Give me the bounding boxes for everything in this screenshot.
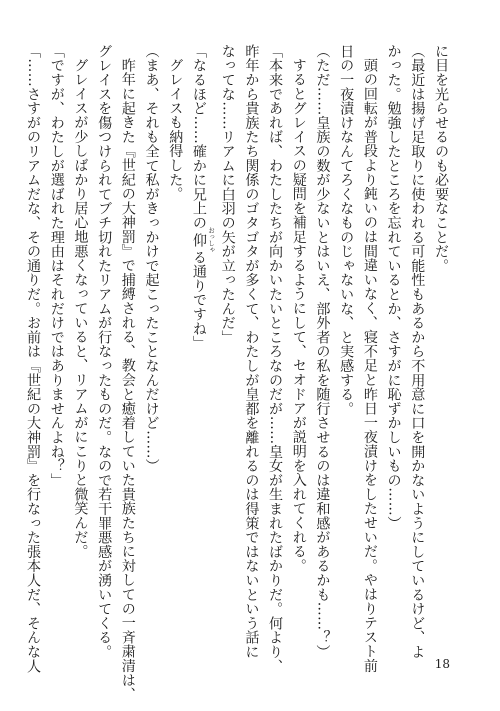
- text-line: なってな……リアムに白羽の矢が立ったんだ」: [219, 44, 236, 345]
- text-line: グレイスを傷つけられてブチ切れたリアムが行なったものだ。なので若干罪悪感が湧いてくる。: [96, 44, 113, 659]
- text-line: 「ですが、わたしが選ばれた理由はそれだけではありませんよね？」: [48, 44, 65, 488]
- text-line: （ただ……皇族の数が少ないとはいえ、部外者の私を随行させるのは違和感があるかも……？）: [314, 44, 331, 659]
- text-line: 日の一夜漬けなんてろくなものじゃないな、と実感する。: [338, 44, 355, 416]
- ruby-base: 仰: [190, 226, 207, 253]
- text-line: 「本来であれば、わたしたちが向かいたいところなのだが……皇女が生まれたばかりだ。何より、: [267, 44, 284, 674]
- text-line-with-ruby: 「なるほど……確かに兄上の仰 おっしゃる通りですね」: [190, 44, 215, 350]
- text-line: 昨年に起きた『世紀の大神罰』で捕縛される、教会と癒着していた貴族たちに対しての一斉粛清は、: [119, 58, 136, 702]
- ruby-reading: おっしゃ: [206, 226, 215, 253]
- text-line: するとグレイスの疑問を補足するようにして、セオドアが説明を入れてくれる。: [290, 58, 307, 573]
- text-line: 頭の回転が普段より鈍いのは間違いなく、寝不足と昨日一夜漬けをしたせいだ。やはりテスト前: [361, 58, 378, 673]
- text-line: 「……さすがのリアムだな、その通りだ。お前は『世紀の大神罰』を行なった張本人だ、そんな人: [25, 44, 42, 674]
- page-number: 18: [434, 657, 450, 671]
- text-line: に目を光らせるのも必要なことだ。: [433, 44, 449, 273]
- text-line: （まあ、それも全て私がきっかけで起こったことなんだけど……）: [143, 44, 160, 473]
- text-line: かった。勉強したところを忘れているとか、さすがに恥ずかしいもの……）: [385, 44, 402, 531]
- text-line: グレイスも納得した。: [167, 58, 184, 202]
- ruby-annotation: [190, 226, 215, 253]
- text-line: 昨年から貴族たち関係のゴタゴタが多くて、わたしが皇都を離れるのは得策ではないという話に: [243, 44, 260, 659]
- text-line: （最近は揚げ足取りに使われる可能性もあるから不用意に口を開かないようにしているけど、よ: [409, 44, 426, 659]
- text-line: グレイスが少しばかり居心地悪くなっていると、リアムがにこりと微笑んだ。: [72, 58, 89, 559]
